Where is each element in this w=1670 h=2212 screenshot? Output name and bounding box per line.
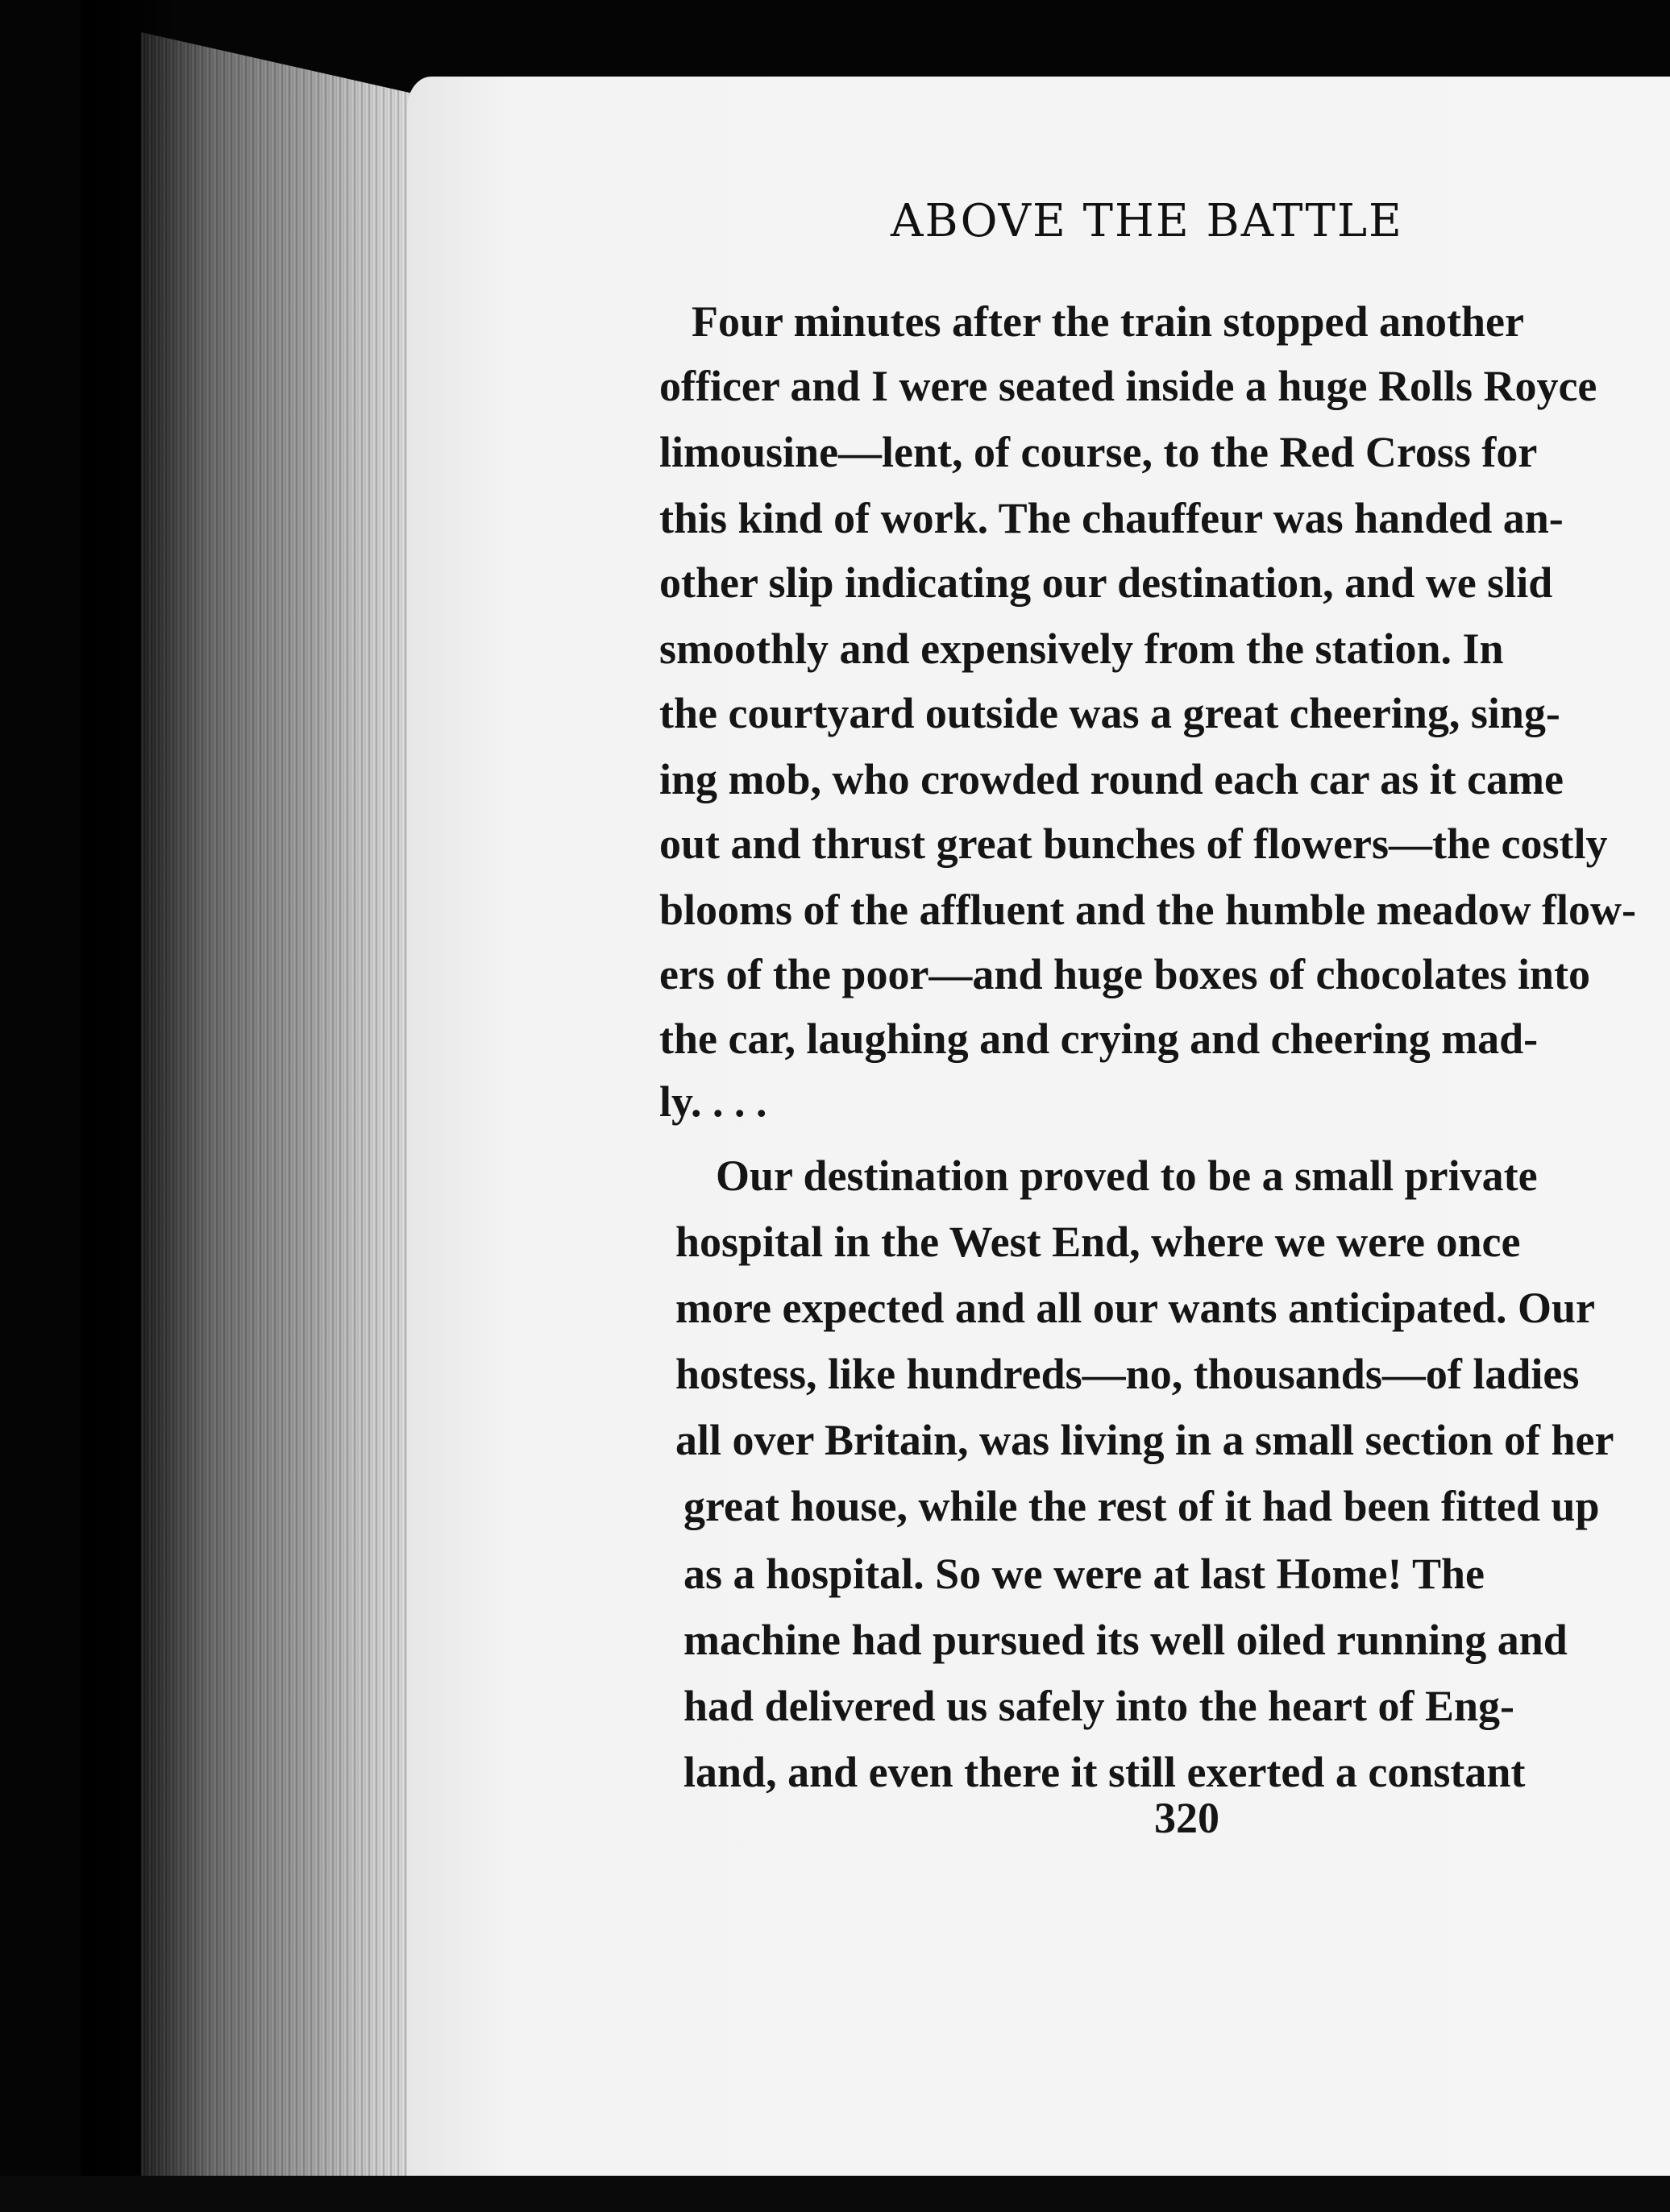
running-head: ABOVE THE BATTLE — [891, 195, 1403, 247]
text-line: hostess, like hundreds—no, thousands—of ladies — [675, 1350, 1580, 1398]
text-line: the courtyard outside was a great cheering, sing- — [659, 689, 1560, 737]
text-line: machine had pursued its well oiled running and — [683, 1616, 1568, 1664]
text-line: out and thrust great bunches of flowers—the costly — [659, 820, 1608, 868]
text-line: all over Britain, was living in a small section of her — [675, 1416, 1614, 1464]
text-line: smoothly and expensively from the station. In — [659, 625, 1504, 673]
text-line: ly. . . . — [659, 1077, 767, 1126]
book-page-edges — [141, 32, 431, 2212]
text-line: ers of the poor—and huge boxes of chocolates into — [659, 950, 1590, 998]
text-line: hospital in the West End, where we were once — [675, 1218, 1521, 1266]
text-line: had delivered us safely into the heart of Eng- — [683, 1682, 1515, 1730]
text-line: limousine—lent, of course, to the Red Cross for — [659, 428, 1538, 476]
page-number: 320 — [1154, 1794, 1219, 1842]
text-line: as a hospital. So we were at last Home! The — [683, 1550, 1485, 1598]
text-line: the car, laughing and crying and cheering mad- — [659, 1015, 1539, 1063]
text-line: great house, while the rest of it had been fitted up — [683, 1482, 1600, 1530]
text-line: land, and even there it still exerted a constant — [683, 1748, 1526, 1796]
text-line: Our destination proved to be a small private — [716, 1152, 1538, 1200]
text-line: ing mob, who crowded round each car as it came — [659, 755, 1564, 803]
text-line: Four minutes after the train stopped another — [692, 297, 1524, 346]
text-line: other slip indicating our destination, and we slid — [659, 558, 1553, 607]
scan-bottom-border — [0, 2176, 1670, 2212]
text-line: blooms of the affluent and the humble meadow flow- — [659, 886, 1637, 934]
text-line: more expected and all our wants anticipated. Our — [675, 1284, 1595, 1332]
text-line: this kind of work. The chauffeur was handed an- — [659, 494, 1564, 542]
text-line: officer and I were seated inside a huge Rolls Royce — [659, 362, 1597, 410]
